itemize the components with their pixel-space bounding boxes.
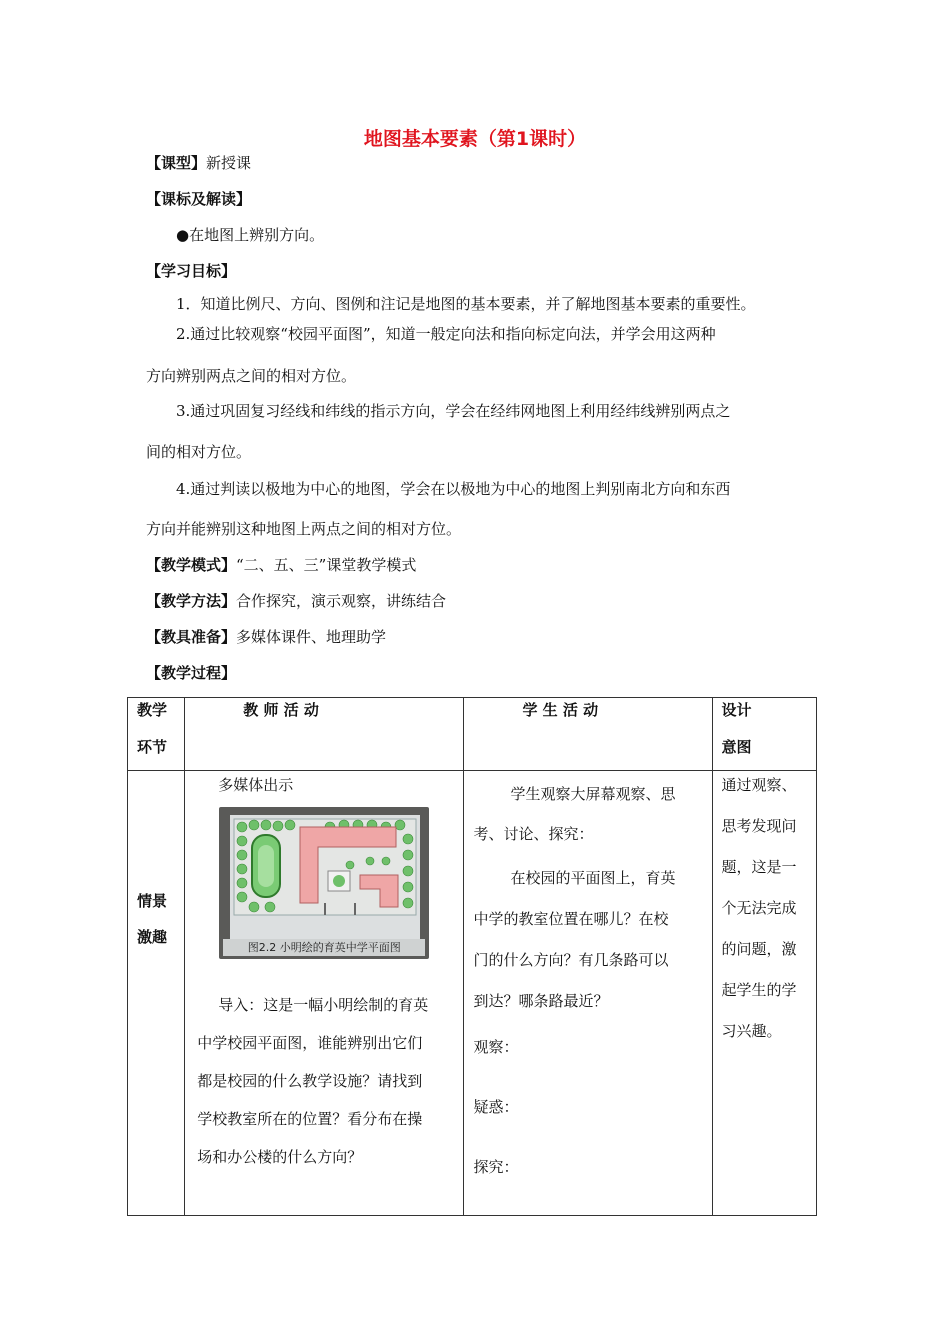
process-label: 【教学过程】: [146, 664, 237, 682]
method-label: 【教学方法】: [146, 592, 237, 610]
header-stage-line1: 教学: [137, 701, 168, 719]
student-text-5: 门的什么方向？有几条路可以: [473, 951, 669, 969]
student-text-2: 考、讨论、探究：: [473, 825, 594, 843]
objective-2a: 2.通过比较观察“校园平面图”，知道一般定向法和指向标定向法，并学会用这两种: [176, 325, 716, 343]
student-text-1: 学生观察大屏幕观察、思: [510, 785, 676, 803]
lesson-type-label: 【课型】: [146, 154, 207, 172]
method-line: [146, 591, 446, 611]
design-text-2: 思考发现问: [721, 817, 797, 835]
student-doubt-label: 疑惑：: [473, 1098, 519, 1116]
campus-plan-illustration: [230, 815, 420, 939]
mode-line: [146, 555, 416, 575]
teacher-text-2: 中学校园平面图，谁能辨别出它们: [197, 1034, 423, 1052]
campus-map-caption: 图2.2 小明绘的育英中学平面图: [223, 939, 425, 956]
standard-item: ●在地图上辨别方向。: [176, 226, 325, 244]
lesson-type-value: 新授课: [206, 154, 252, 172]
header-design-line2: 意图: [721, 738, 752, 756]
lesson-type-line: [146, 153, 251, 173]
stage-line1: 情景: [137, 892, 168, 910]
header-student-label: 学 生 活 动: [522, 701, 599, 719]
student-text-3: 在校园的平面图上，育英: [510, 869, 676, 887]
objective-2b: 方向辨别两点之间的相对方位。: [146, 367, 357, 385]
teacher-text-4: 学校教室所在的位置？看分布在操: [197, 1110, 423, 1128]
design-text-3: 题，这是一: [721, 858, 797, 876]
mode-label: 【教学模式】: [146, 556, 237, 574]
header-student: [464, 698, 712, 771]
design-text-1: 通过观察、: [721, 776, 797, 794]
method-value: 合作探究，演示观察，讲练结合: [236, 592, 447, 610]
design-text-6: 起学生的学: [721, 981, 797, 999]
header-teacher: [185, 698, 464, 771]
design-text-7: 习兴趣。: [721, 1022, 782, 1040]
campus-map-image: [219, 807, 429, 959]
teacher-text-3: 都是校园的什么教学设施？请找到: [197, 1072, 423, 1090]
objective-3a: 3.通过巩固复习经线和纬线的指示方向，学会在经纬网地图上利用经纬线辨别两点之: [176, 402, 731, 420]
design-text-5: 的问题，激: [721, 940, 797, 958]
mode-value: “二、五、三”课堂教学模式: [236, 556, 417, 574]
student-text-4: 中学的教室位置在哪儿？在校: [473, 910, 669, 928]
tools-label: 【教具准备】: [146, 628, 237, 646]
teacher-text-1: 导入：这是一幅小明绘制的育英: [218, 996, 429, 1014]
objective-1: 1．知道比例尺、方向、图例和注记是地图的基本要素，并了解地图基本要素的重要性。: [176, 295, 756, 313]
design-text-4: 个无法完成: [721, 899, 797, 917]
tools-value: 多媒体课件、地理助学: [236, 628, 387, 646]
stage-line2: 激趣: [137, 928, 168, 946]
table-header-row: [128, 698, 817, 771]
objective-3b: 间的相对方位。: [146, 443, 252, 461]
student-explore-label: 探究：: [473, 1158, 519, 1176]
table-row: [128, 771, 817, 1216]
header-teacher-label: 教 师 活 动: [243, 701, 319, 719]
header-stage-line2: 环节: [137, 738, 168, 756]
objective-4b: 方向并能辨别这种地图上两点之间的相对方位。: [146, 520, 462, 538]
campus-map-drawing: [230, 815, 420, 939]
student-text-6: 到达？哪条路最近？: [473, 992, 609, 1010]
student-activity-cell: [464, 771, 712, 1216]
tools-line: [146, 627, 386, 647]
standard-label: 【课标及解读】: [146, 190, 252, 208]
objectives-label: 【学习目标】: [146, 262, 237, 280]
header-design-line1: 设计: [721, 701, 752, 719]
design-intent-cell: [712, 771, 816, 1216]
teaching-process-table: [127, 697, 817, 1216]
teacher-show-text: 多媒体出示: [218, 776, 294, 794]
header-stage: [128, 698, 185, 771]
teacher-activity-cell: [185, 771, 464, 1216]
stage-cell: [128, 771, 185, 1216]
header-design: [712, 698, 816, 771]
objective-4a: 4.通过判读以极地为中心的地图，学会在以极地为中心的地图上判别南北方向和东西: [176, 480, 731, 498]
teacher-text-5: 场和办公楼的什么方向？: [197, 1148, 363, 1166]
page-title: 地图基本要素（第1课时）: [363, 128, 587, 150]
student-observe-label: 观察：: [473, 1038, 519, 1056]
